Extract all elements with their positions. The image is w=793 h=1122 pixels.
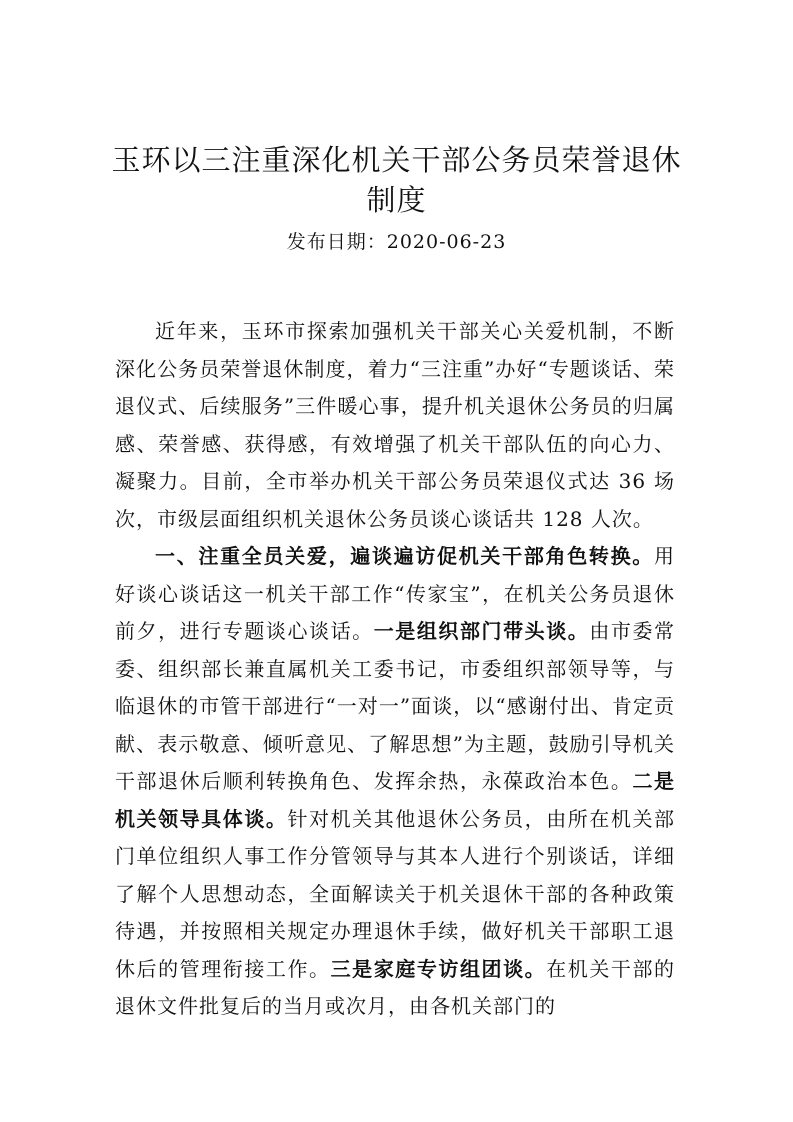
document-body bbox=[115, 313, 675, 1026]
paragraph-text: 针对机关其他退休公务员，由所在机关部门单位组织人事工作分管领导与其本人进行个别谈话，详细了解个人思想动态，全面解读关于机关退休干部的各种政策待遇，并按照相关规定办理退休手续，做好机关干部职工退休后的管理衔接工作。 bbox=[115, 806, 676, 981]
publish-date-value: 2020-06-23 bbox=[386, 231, 507, 253]
publish-date-label: 发布日期： bbox=[286, 231, 387, 253]
bold-point-two: 二是机关领导具体谈。 bbox=[115, 769, 676, 831]
document-title: 玉环以三注重深化机关干部公务员荣誉退休制度 bbox=[111, 143, 682, 217]
publish-date bbox=[110, 229, 683, 255]
paragraph-intro: 近年来，玉环市探索加强机关干部关心关爱机制，不断深化公务员荣誉退休制度，着力“三注重”办好“专题谈话、荣退仪式、后续服务”三件暖心事，提升机关退休公务员的归属感、荣誉感、获得感，有效增强了机关干部队伍的向心力、凝聚力。目前，全市举办机关干部公务员荣退仪式达 36 场次，市级层面组织机关退休公务员谈心谈话共 128 人次。 bbox=[115, 319, 675, 531]
paragraph-text: 用好谈心谈话这一机关干部工作“传家宝”，在机关公务员退休前夕，进行专题谈心谈话。 bbox=[115, 544, 675, 643]
paragraph-text: 在机关干部的退休文件批复后的当月或次月，由各机关部门的 bbox=[115, 956, 676, 1018]
bold-point-three: 三是家庭专访组团谈。 bbox=[330, 956, 547, 981]
section-heading: 一、注重全员关爱，遍谈遍访促机关干部角色转换。 bbox=[155, 544, 654, 568]
paragraph-section-one bbox=[115, 538, 675, 1026]
bold-point-one: 一是组织部门带头谈。 bbox=[373, 619, 590, 643]
paragraph-text: 由市委常委、组织部长兼直属机关工委书记，市委组织部领导等，与临退休的市管干部进行“一对一”面谈，以“感谢付出、肯定贡献、表示敬意、倾听意见、了解思想”为主题，鼓励引导机关干部退休后顺利转换角色、发挥余热，永葆政治本色。 bbox=[115, 619, 676, 793]
